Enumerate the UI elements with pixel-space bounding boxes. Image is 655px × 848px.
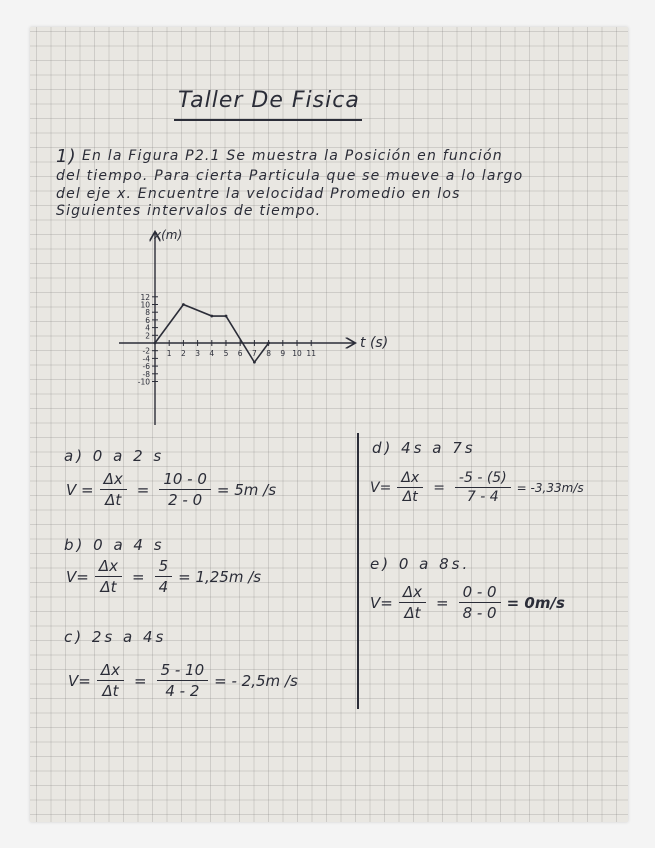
- part-b-frac2-den: 4: [158, 578, 169, 596]
- part-c-frac2: [157, 661, 209, 700]
- x-tick-label: 7: [252, 349, 257, 358]
- part-b-frac1-den: Δt: [100, 578, 117, 596]
- data-point: [253, 361, 256, 364]
- x-tick-label: 11: [306, 349, 316, 358]
- y-tick-label: -4: [142, 354, 150, 364]
- x-tick-label: 2: [181, 349, 186, 358]
- part-d-lhs: V=: [370, 479, 392, 496]
- part-b-result: = 1,25m /s: [178, 567, 262, 586]
- part-b-equation: [66, 557, 261, 596]
- x-axis-label: t (s): [360, 335, 389, 351]
- part-d-frac2-den: 7 - 4: [466, 489, 499, 505]
- part-c-frac1: [97, 661, 124, 700]
- problem-line-4: Siguientes intervalos de tiempo.: [56, 203, 322, 219]
- x-tick-label: 8: [266, 349, 271, 358]
- part-b-frac1-num: Δx: [95, 557, 122, 577]
- part-a-lhs: V =: [66, 480, 94, 499]
- x-tick-label: 9: [280, 349, 286, 358]
- part-a-equals: =: [136, 480, 150, 499]
- part-e-result: = 0m/s: [506, 593, 565, 612]
- part-c-label: c) 2s a 4s: [64, 628, 167, 646]
- part-d-frac1-den: Δt: [402, 489, 418, 505]
- y-tick-label: 8: [145, 308, 150, 318]
- part-a-frac2: [159, 470, 211, 509]
- part-a-frac1-den: Δt: [105, 491, 122, 509]
- part-b-frac2-num: 5: [155, 557, 173, 577]
- part-d-frac1: [397, 470, 423, 505]
- part-a-label: a) 0 a 2 s: [64, 447, 165, 465]
- part-c-frac1-num: Δx: [97, 661, 124, 681]
- problem-line-2: del tiempo. Para cierta Particula que se mueve a lo largo: [56, 168, 524, 184]
- part-e-frac2-num: 0 - 0: [459, 583, 501, 603]
- part-c-frac2-num: 5 - 10: [157, 661, 209, 681]
- title-underline: [174, 119, 362, 121]
- part-e-lhs: V=: [370, 593, 393, 612]
- part-b-equals: =: [131, 567, 145, 586]
- part-a-frac2-den: 2 - 0: [168, 491, 203, 509]
- part-b-lhs: V=: [66, 567, 89, 586]
- problem-line-1: En la Figura P2.1 Se muestra la Posición en función: [82, 148, 503, 164]
- part-e-frac2: [459, 583, 501, 622]
- part-b-frac2: [155, 557, 173, 596]
- x-tick-label: 5: [223, 349, 229, 358]
- part-e-equals: =: [435, 593, 449, 612]
- problem-line-3: del eje x. Encuentre la velocidad Promedio en los: [56, 186, 461, 202]
- part-a-result: = 5m /s: [216, 480, 277, 499]
- y-tick-label: -8: [142, 369, 150, 379]
- page-title: Taller De Fisica: [178, 88, 360, 113]
- part-a-frac1-num: Δx: [100, 470, 127, 490]
- y-tick-label: -6: [142, 362, 150, 372]
- part-a-equation: [66, 470, 276, 509]
- part-d-result: = -3,33m/s: [516, 480, 584, 495]
- part-e-frac2-den: 8 - 0: [462, 604, 497, 622]
- y-tick-label: 6: [145, 315, 150, 325]
- problem-number: 1): [56, 146, 77, 167]
- data-point: [267, 342, 270, 345]
- part-d-equation: [370, 470, 584, 505]
- graph-paper-page: [30, 27, 628, 822]
- part-e-equation: [370, 583, 565, 622]
- x-tick-label: 6: [237, 349, 243, 358]
- data-point: [225, 315, 228, 318]
- part-e-frac1-num: Δx: [399, 583, 426, 603]
- y-tick-label: -2: [142, 346, 150, 356]
- part-d-frac2-num: -5 - (5): [455, 470, 511, 488]
- y-tick-label: 10: [140, 300, 150, 310]
- x-tick-label: 4: [209, 349, 215, 358]
- part-d-label: d) 4s a 7s: [372, 439, 476, 457]
- part-e-label: e) 0 a 8s.: [370, 555, 471, 573]
- y-tick-label: 12: [140, 292, 150, 302]
- data-point: [210, 315, 213, 318]
- data-point: [154, 342, 157, 345]
- column-divider: [357, 433, 359, 709]
- y-tick-label: 2: [145, 331, 150, 341]
- part-d-equals: =: [433, 479, 445, 496]
- data-point: [182, 303, 185, 306]
- part-e-frac1-den: Δt: [404, 604, 421, 622]
- x-tick-label: 3: [195, 349, 200, 358]
- part-a-frac2-num: 10 - 0: [159, 470, 211, 490]
- position-time-chart: [114, 225, 389, 425]
- part-e-frac1: [399, 583, 426, 622]
- part-c-equation: [68, 661, 298, 700]
- part-d-frac1-num: Δx: [397, 470, 423, 488]
- part-a-frac1: [100, 470, 127, 509]
- part-d-frac2: [455, 470, 511, 505]
- part-b-label: b) 0 a 4 s: [64, 536, 165, 554]
- part-b-frac1: [95, 557, 122, 596]
- x-tick-label: 10: [292, 349, 302, 358]
- part-c-frac2-den: 4 - 2: [165, 682, 200, 700]
- part-c-lhs: V=: [68, 671, 91, 690]
- x-tick-label: 1: [166, 349, 172, 358]
- y-axis-label: x(m): [154, 228, 183, 242]
- y-tick-label: -10: [137, 377, 150, 387]
- part-c-frac1-den: Δt: [102, 682, 119, 700]
- part-c-result: = - 2,5m /s: [214, 671, 298, 690]
- part-c-equals: =: [133, 671, 147, 690]
- y-tick-label: 4: [145, 323, 150, 333]
